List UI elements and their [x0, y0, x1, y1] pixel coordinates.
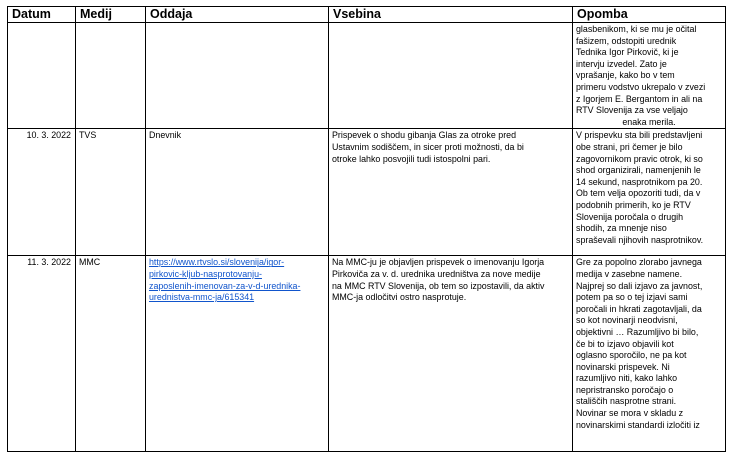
text-line: potem pa so o tej izjavi sami: [576, 292, 688, 303]
text-line[interactable]: zaposlenih-imenovan-za-v-d-urednika-: [149, 280, 301, 291]
cell-date: [8, 23, 76, 129]
cell-program: [146, 129, 329, 256]
cell-content: [329, 256, 573, 452]
text-line: RTV Slovenija za vse veljajo: [576, 105, 688, 116]
text-line: obe strani, pri čemer je bilo: [576, 141, 683, 152]
text-line: Gre za popolno zlorabo javnega: [576, 257, 702, 268]
note-text: [573, 129, 725, 246]
column-header-oddaja: Oddaja: [146, 7, 329, 23]
text-line: glasbenikom, ki se mu je očital: [576, 24, 697, 34]
column-header-medij: Medij: [76, 7, 146, 23]
text-line: Na MMC-ju je objavljen prispevek o imenovanju Igorja: [332, 257, 545, 268]
text-line: Ustavnim sodiščem, in sicer proti možnosti, da bi: [332, 141, 524, 152]
cell-medium: [76, 256, 146, 452]
text-line: so kot novinarji neodvisni,: [576, 315, 678, 326]
text-line: na MMC RTV Slovenija, ob tem so izpostavili, da aktiv: [332, 280, 545, 291]
text-line: nepristransko poročajo o: [576, 384, 674, 395]
text-line: novinarski prispevek. Ni: [576, 361, 670, 372]
column-header-vsebina: Vsebina: [329, 7, 573, 23]
content-text: [329, 256, 572, 303]
text-line: Novinar se mora v skladu z: [576, 408, 684, 419]
table-header-row: [8, 7, 726, 23]
table-row: [8, 129, 726, 256]
cell-medium: [76, 129, 146, 256]
text-line: razumljivo niti, kako lahko: [576, 373, 678, 384]
text-line: intervju izvedel. Zato je: [576, 58, 667, 69]
text-line: Najprej so dali izjavo za javnost,: [576, 280, 703, 291]
date-text: 10. 3. 2022: [26, 130, 71, 141]
text-line: Slovenija poročala o drugih: [576, 211, 684, 222]
cell-content: [329, 129, 573, 256]
table-row: [8, 23, 726, 129]
text-line: shodih, za mnenje niso: [576, 223, 667, 234]
text-line[interactable]: https://www.rtvslo.si/slovenija/igor-: [149, 257, 285, 268]
note-text: [573, 256, 725, 431]
text-line: Tednika Igor Pirkovič, ki je: [576, 47, 679, 58]
text-line: MMC-ja odločitvi ostro nasprotuje.: [332, 292, 467, 303]
text-line: oglasno sporočilo, ne pa kot: [576, 350, 687, 361]
content-text: [329, 129, 572, 165]
cell-note: [573, 23, 726, 129]
text-line: medija v zasebne namene.: [576, 268, 683, 279]
cell-content: [329, 23, 573, 129]
text-line: V prispevku sta bili predstavljeni: [576, 130, 703, 141]
text-line: stališčih nasprotne strani.: [576, 396, 677, 407]
text-line: 14 sekund, nasprotnikom pa 20.: [576, 176, 703, 187]
article-link[interactable]: [149, 257, 325, 303]
note-text: [573, 23, 725, 128]
text-line: primeru vodstvo ukrepalo v zvezi: [576, 81, 706, 92]
table-row: [8, 256, 726, 452]
column-header-datum: Datum: [8, 7, 76, 23]
text-line: če bi to izjavo objavili kot: [576, 338, 674, 349]
cell-program: [146, 256, 329, 452]
text-line: enaka merila.: [622, 116, 676, 127]
cell-date: [8, 129, 76, 256]
text-line[interactable]: pirkovic-kljub-nasprotovanju-: [149, 268, 262, 279]
cell-note: [573, 256, 726, 452]
date-text: 11. 3. 2022: [27, 257, 71, 268]
text-line: objektivni … Razumljivo bi bilo,: [576, 326, 699, 337]
cell-program: [146, 23, 329, 129]
text-line: vprašanje, kako bo v tem: [576, 70, 675, 81]
cell-medium: [76, 23, 146, 129]
text-line: zagovornikom pravic otrok, ki so: [576, 153, 703, 164]
medium-text: MMC: [79, 257, 101, 268]
program-text: Dnevnik: [149, 130, 182, 141]
text-line: shod organizirali, namenjenih le: [576, 165, 701, 176]
text-line: Prispevek o shodu gibanja Glas za otroke pred: [332, 130, 517, 141]
text-line: Ob tem velja opozoriti tudi, da v: [576, 188, 701, 199]
report-table: [7, 6, 726, 452]
text-line: otroke lahko posvojili tudi istospolni pari.: [332, 153, 491, 164]
text-line: novinarskimi standardi izločiti iz: [576, 419, 700, 430]
medium-text: TVS: [79, 130, 97, 141]
text-line: fašizem, odstopiti urednik: [576, 35, 677, 46]
text-line: Pirkoviča za v. d. urednika uredništva za nove medije: [332, 268, 541, 279]
column-header-opomba: Opomba: [573, 7, 726, 23]
text-line: spraševali njihovih nasprotnikov.: [576, 234, 704, 245]
cell-date: [8, 256, 76, 452]
text-line: podobnih primerih, ko je RTV: [576, 199, 691, 210]
cell-note: [573, 129, 726, 256]
text-line: poročali in hkrati zagotavljali, da: [576, 303, 702, 314]
text-line: z Igorjem E. Bergantom in ali na: [576, 93, 703, 104]
text-line[interactable]: urednistva-mmc-ja/615341: [149, 292, 255, 303]
